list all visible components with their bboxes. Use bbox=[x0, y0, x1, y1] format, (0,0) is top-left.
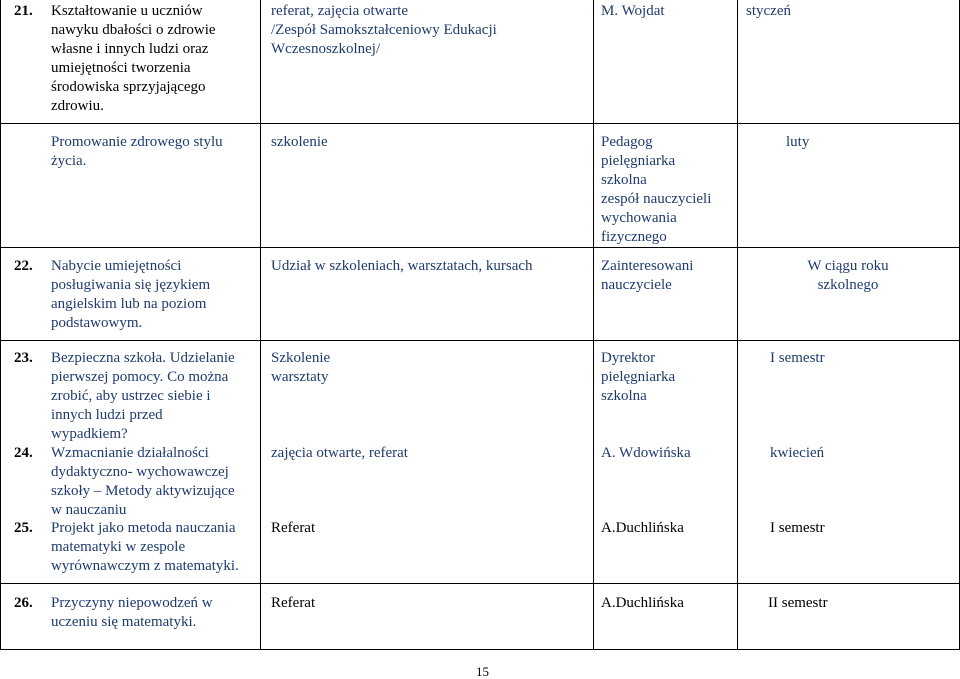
row-form: Szkolenie warsztaty bbox=[271, 350, 331, 385]
row-person: A.Duchlińska bbox=[601, 520, 684, 536]
row-person: Pedagog pielęgniarka szkolna zespół nauczycieli wychowania fizycznego bbox=[601, 134, 712, 245]
row-topic: Projekt jako metoda nauczania matematyki w zespole wyrównawczym z matematyki. bbox=[51, 520, 239, 574]
row-number: 25. bbox=[14, 520, 33, 536]
row-topic: Wzmacnianie działalności dydaktyczno- wychowawczej szkoły – Metody aktywizujące w nauczaniu bbox=[51, 445, 235, 518]
row-number: 26. bbox=[14, 595, 33, 611]
row-divider bbox=[0, 247, 960, 248]
row-number: 22. bbox=[14, 258, 33, 274]
row-topic: Bezpieczna szkoła. Udzielanie pierwszej pomocy. Co można zrobić, aby ustrzec siebie i innych ludzi przed wypadkiem? bbox=[51, 350, 235, 442]
row-person: A.Duchlińska bbox=[601, 595, 684, 611]
row-person: M. Wojdat bbox=[601, 3, 665, 19]
row-time: W ciągu roku szkolnego bbox=[807, 258, 889, 293]
row-form: Udział w szkoleniach, warsztatach, kursach bbox=[271, 258, 533, 274]
row-time: styczeń bbox=[746, 3, 791, 19]
row-form: Referat bbox=[271, 595, 316, 611]
row-form: szkolenie bbox=[271, 134, 328, 150]
row-number: 24. bbox=[14, 445, 33, 461]
row-topic: Przyczyny niepowodzeń w uczeniu się matematyki. bbox=[51, 595, 213, 630]
row-form: zajęcia otwarte, referat bbox=[271, 445, 408, 461]
row-divider bbox=[0, 340, 960, 341]
row-time: I semestr bbox=[770, 350, 825, 366]
row-topic: Nabycie umiejętności posługiwania się językiem angielskim lub na poziom podstawowym. bbox=[51, 258, 211, 331]
row-person: A. Wdowińska bbox=[601, 445, 691, 461]
column-divider bbox=[260, 0, 261, 650]
row-divider bbox=[0, 583, 960, 584]
row-number: 21. bbox=[14, 3, 33, 19]
row-form: Referat bbox=[271, 520, 316, 536]
row-form: referat, zajęcia otwarte /Zespół Samokształceniowy Edukacji Wczesnoszkolnej/ bbox=[271, 3, 497, 57]
row-divider bbox=[0, 649, 960, 650]
row-time: luty bbox=[786, 134, 810, 150]
row-person: Zainteresowani nauczyciele bbox=[601, 258, 694, 293]
row-topic: Kształtowanie u uczniów nawyku dbałości o zdrowie własne i innych ludzi oraz umiejętności tworzenia środowiska sprzyjającego zdrowiu. bbox=[51, 3, 216, 114]
row-time: II semestr bbox=[768, 595, 828, 611]
row-time: I semestr bbox=[770, 520, 825, 536]
table-border-left bbox=[0, 0, 1, 650]
row-number: 23. bbox=[14, 350, 33, 366]
column-divider bbox=[593, 0, 594, 650]
row-divider bbox=[0, 123, 960, 124]
row-person: Dyrektor pielęgniarka szkolna bbox=[601, 350, 676, 404]
column-divider bbox=[737, 0, 738, 650]
page-number: 15 bbox=[476, 664, 489, 679]
row-time: kwiecień bbox=[770, 445, 825, 461]
row-topic: Promowanie zdrowego stylu życia. bbox=[51, 134, 223, 169]
